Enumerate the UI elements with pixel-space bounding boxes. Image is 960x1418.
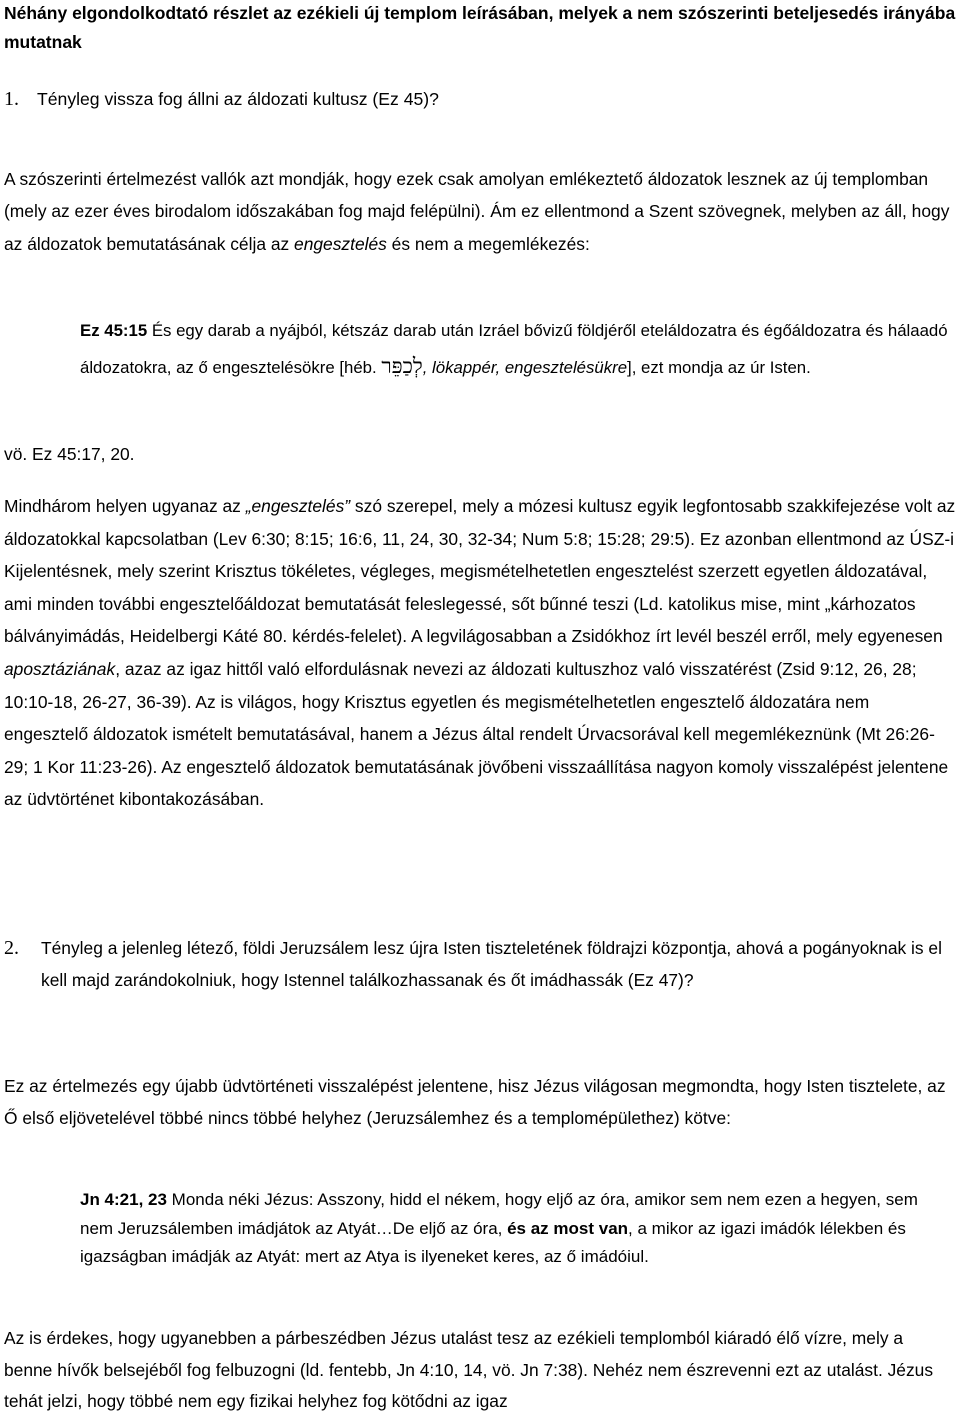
emphasis: „engesztelés” [245,496,351,516]
quote-text: Monda néki Jézus: Asszony, hidd el nékem, hogy eljő az óra, amikor sem nem ezen a hegyen, sem nem Jeruzsálemben imádjátok az Atyát…De eljő az óra, [80,1190,918,1238]
transliteration: , lökappér, engesztelésükre [422,357,628,377]
section-number: 1. [4,88,19,110]
section-number: 2. [4,937,19,959]
cross-reference: vö. Ez 45:17, 20. [4,444,135,464]
document-title: Néhány elgondolkodtató részlet az ezékieli új templom leírásában, melyek a nem szószerinti beteljesedés irányába mutatnak [4,3,956,52]
paragraph [4,490,956,816]
paragraph: Az is érdekes, hogy ugyanebben a párbeszédben Jézus utalást tesz az ezékieli templomból kiáradó élő vízre, mely a benne hívők belsejéből fog felbuzogni (ld. fentebb, Jn 4:10, 14, vö. Jn 7:38). Nehéz nem észrevenni ezt az utalást. Jézus tehát jelzi, hogy többé nem egy fizikai helyhez fog kötődni az igaz [4,1328,934,1412]
quote-reference: Jn 4:21, 23 [80,1190,167,1209]
bible-quote [80,1186,955,1272]
emphasis: engesztelés [294,233,387,254]
paragraph-text: szó szerepel, mely a mózesi kultusz egyik legfontosabb szakkifejezése volt az áldozatokkal kapcsolatban (Lev 6:30; 8:15; 16:6, 11, 24, 30, 32-34; Num 5:8; 15:28; 29:5). Ez azonban ellentmond az ÚSZ-i Kijelentésnek, mely szerint Krisztus tökéletes, végleges, megismételhetetlen engesztelést szerzett egyetlen áldozatával, ami minden további engesztelőáldozat bemutatását feleslegessé, sőt bűnné teszi (Ld. katolikus mise, mint „kárhozatos bálványimádás, Heidelbergi Káté 80. kérdés-felelet). A legvilágosabban a Zsidókhoz írt levél beszél erről, mely egyenesen [4,496,956,647]
paragraph [4,163,956,260]
paragraph-text: és nem a megemlékezés: [386,233,590,254]
section-heading-text: Tényleg a jelenleg létező, földi Jeruzsálem lesz újra Isten tiszteletének földrajzi központja, ahová a pogányoknak is el kell majd zarándokolniuk, hogy Istennel találkozhassanak és őt imádhassák (Ez 47)? [41,938,942,991]
hebrew-word: לְכַפֵּר [381,353,423,378]
paragraph-text: A szószerinti értelmezést vallók azt mondják, hogy ezek csak amolyan emlékeztető áldozatok lesznek az új templomban (mely az ezer éves birodalom időszakában fog majd felépülni). Ám ez ellentmond a Szent szövegnek, melyben az áll, hogy az áldozatok bemutatásának célja az [4,169,950,254]
section-heading-text: Tényleg vissza fog állni az áldozati kultusz (Ez 45)? [37,89,439,109]
emphasis: aposztáziának [4,658,116,679]
section-1-heading [4,83,956,115]
quote-text: És egy darab a nyájból, kétszáz darab után Izráel bővizű földjéről eteláldozatra és égőáldozatra és hálaadó áldozatokra, az ő engesztelésökre [héb. [80,321,948,377]
emphasis: és az most van [507,1218,629,1238]
quote-reference: Ez 45:15 [80,321,148,340]
quote-text: ], ezt mondja az úr Isten. [627,357,811,377]
paragraph-text: , azaz az igaz hittől való elfordulásnak nevezi az áldozati kultuszhoz való visszatérést (Zsid 9:12, 26, 28; 10:10-18, 26-27, 36-39). Az is világos, hogy Krisztus egyetlen és megismételhetetlen engesztelő áldozatára nem engesztelő áldozatok ismételt bemutatásával, hanem a Jézus által rendelt Úrvacsorával kell megemlékeznünk (Mt 26:26-29; 1 Kor 11:23-26). Az engesztelő áldozatok bemutatásának jövőbeni visszaállítása nagyon komoly visszalépést jelentene az üdvtörténet kibontakozásában. [4,658,949,810]
bible-quote [80,313,955,385]
paragraph-text: Mindhárom helyen ugyanaz az [4,496,246,516]
paragraph: Ez az értelmezés egy újabb üdvtörténeti visszalépést jelentene, hisz Jézus világosan megmondta, hogy Isten tisztelete, az Ő első eljövetelével többé nincs többé helyhez (Jeruzsálemhez és a templomépülethez) kötve: [4,1076,946,1128]
quote-text: , a mikor az igazi imádók lélekben és igazságban imádják az Atyát: mert az Atya is ilyeneket keres, az ő imádóiul. [80,1218,906,1266]
